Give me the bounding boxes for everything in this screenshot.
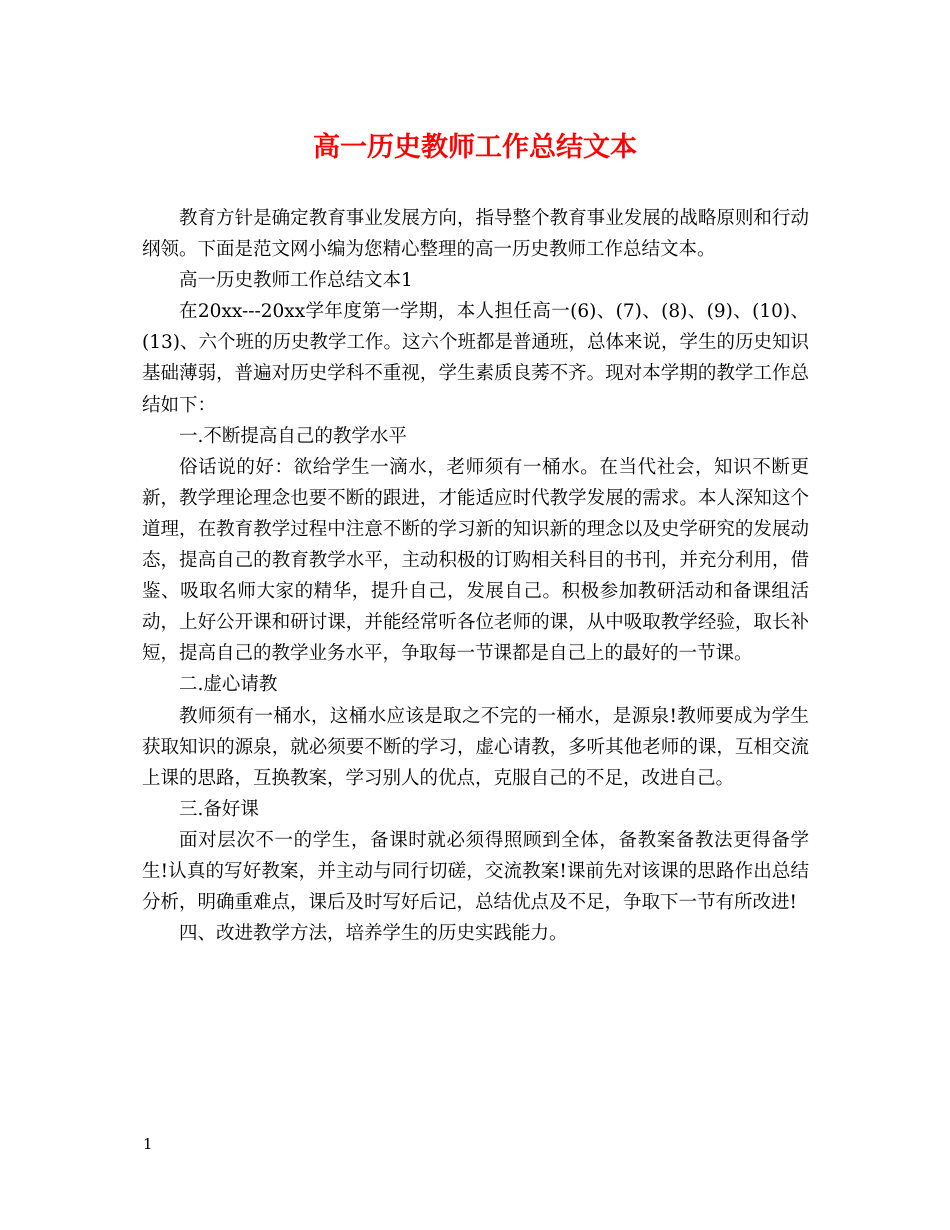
document-body (142, 203, 809, 949)
page-number: 1 (143, 1135, 153, 1153)
section-heading: 四、改进教学方法，培养学生的历史实践能力。 (179, 923, 568, 945)
page-title: 高一历史教师工作总结文本 (313, 132, 637, 163)
section-heading: 三.备好课 (179, 798, 259, 820)
body-paragraph: 俗话说的好：欲给学生一滴水，老师须有一桶水。在当代社会，知识不断更新，教学理论理念也要不断的跟进，才能适应时代教学发展的需求。本人深知这个道理，在教育教学过程中注意不断的学习新的知识新的理念以及史学研究的发展动态，提高自己的教育教学水平，主动积极的订购相关科目的书刊，并充分利用，借鉴、吸取名师大家的精华，提升自己，发展自己。积极参加教研活动和备课组活动，上好公开课和研讨课，并能经常听各位老师的课，从中吸取教学经验，取长补短，提高自己的教学业务水平，争取每一节课都是自己上的最好的一节课。 (142, 456, 809, 665)
body-paragraph: 面对层次不一的学生，备课时就必须得照顾到全体，备教案备教法更得备学生!认真的写好教案，并主动与同行切磋，交流教案!课前先对该课的思路作出总结分析，明确重难点，课后及时写好后记，总结优点及不足，争取下一节有所改进! (142, 829, 809, 914)
intro-paragraph: 教育方针是确定教育事业发展方向，指导整个教育事业发展的战略原则和行动纲领。下面是范文网小编为您精心整理的高一历史教师工作总结文本。 (142, 208, 809, 261)
body-paragraph: 教师须有一桶水，这桶水应该是取之不完的一桶水，是源泉!教师要成为学生获取知识的源泉，就必须要不断的学习，虚心请教，多听其他老师的课，互相交流上课的思路，互换教案，学习别人的优点，克服自己的不足，改进自己。 (142, 705, 809, 789)
section-heading: 一.不断提高自己的教学水平 (179, 425, 407, 447)
section-heading: 二.虚心请教 (179, 674, 278, 696)
section-heading: 高一历史教师工作总结文本1 (179, 270, 413, 292)
body-paragraph: 在20xx---20xx学年度第一学期，本人担任高一(6)、(7)、(8)、(9)、(10)、(13)、六个班的历史教学工作。这六个班都是普通班，总体来说，学生的历史知识基础薄弱，普遍对历史学科不重视，学生素质良莠不齐。现对本学期的教学工作总结如下： (142, 301, 809, 416)
